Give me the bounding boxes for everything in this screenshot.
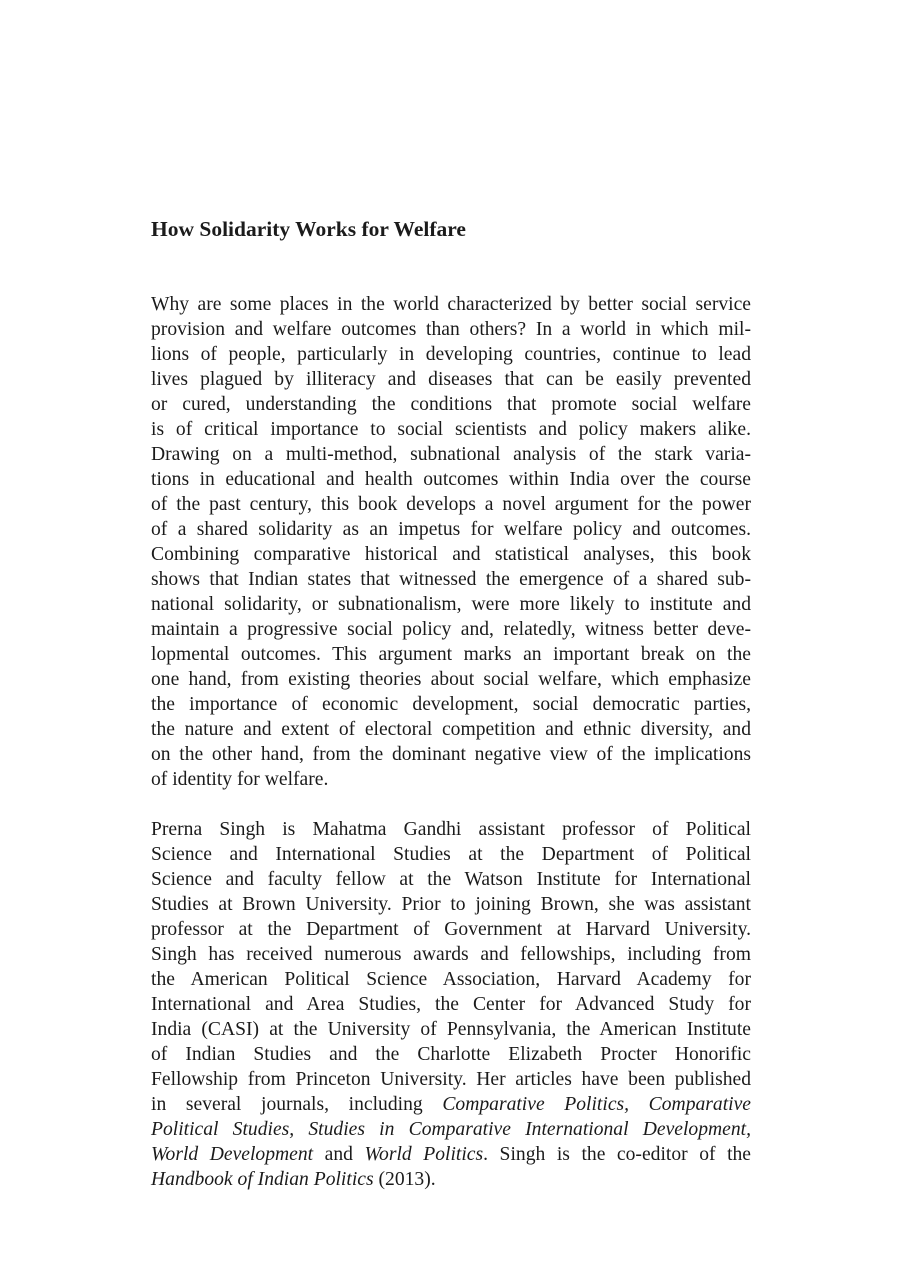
journal-title: Comparative Politics, Comparative xyxy=(442,1094,751,1115)
abstract-line: on the other hand, from the dominant negative view of the implications xyxy=(151,744,751,765)
abstract-line: one hand, from existing theories about social welfare, which emphasize xyxy=(151,669,751,690)
bio-text: and xyxy=(313,1144,365,1165)
abstract-line: of identity for welfare. xyxy=(151,769,329,790)
bio-line: Singh has received numerous awards and fellowships, including from xyxy=(151,944,751,965)
bio-line: Studies at Brown University. Prior to joining Brown, she was assistant xyxy=(151,894,751,915)
bio-line xyxy=(151,1167,751,1192)
bio-line: India (CASI) at the University of Pennsylvania, the American Institute xyxy=(151,1019,751,1040)
book-abstract xyxy=(151,292,751,792)
bio-line: International and Area Studies, the Center for Advanced Study for xyxy=(151,994,751,1015)
abstract-line: or cured, understanding the conditions that promote social welfare xyxy=(151,394,751,415)
abstract-line: of a shared solidarity as an impetus for welfare policy and outcomes. xyxy=(151,519,751,540)
author-bio xyxy=(151,817,751,1192)
bio-line: professor at the Department of Government at Harvard University. xyxy=(151,919,751,940)
book-title: How Solidarity Works for Welfare xyxy=(151,217,466,241)
bio-text: (2013). xyxy=(373,1169,436,1190)
bio-line: Science and faculty fellow at the Watson Institute for International xyxy=(151,869,751,890)
journal-title: Political Studies, Studies in Comparative International Development, xyxy=(151,1119,751,1140)
bio-line: Fellowship from Princeton University. Her articles have been published xyxy=(151,1069,751,1090)
bio-line xyxy=(151,1092,751,1117)
bio-line: the American Political Science Association, Harvard Academy for xyxy=(151,969,751,990)
abstract-line: provision and welfare outcomes than others? In a world in which mil- xyxy=(151,319,751,340)
abstract-line: is of critical importance to social scientists and policy makers alike. xyxy=(151,419,751,440)
bio-line xyxy=(151,1117,751,1142)
bio-line: of Indian Studies and the Charlotte Elizabeth Procter Honorific xyxy=(151,1044,751,1065)
abstract-line: of the past century, this book develops a novel argument for the power xyxy=(151,494,751,515)
bio-text: in several journals, including xyxy=(151,1094,443,1115)
book-title-reference: Handbook of Indian Politics xyxy=(151,1169,374,1190)
bio-text: . Singh is the co-editor of the xyxy=(483,1144,752,1165)
journal-title: World Politics xyxy=(364,1144,484,1165)
abstract-line: Drawing on a multi-method, subnational analysis of the stark varia- xyxy=(151,444,751,465)
abstract-line: the importance of economic development, social democratic parties, xyxy=(151,694,751,715)
bio-line: Prerna Singh is Mahatma Gandhi assistant professor of Political xyxy=(151,819,751,840)
abstract-line: shows that Indian states that witnessed the emergence of a shared sub- xyxy=(151,569,751,590)
abstract-line: lives plagued by illiteracy and diseases that can be easily prevented xyxy=(151,369,751,390)
abstract-line: the nature and extent of electoral competition and ethnic diversity, and xyxy=(151,719,751,740)
abstract-line: lopmental outcomes. This argument marks an important break on the xyxy=(151,644,751,665)
abstract-line: Why are some places in the world characterized by better social service xyxy=(151,294,751,315)
bio-line: Science and International Studies at the Department of Political xyxy=(151,844,751,865)
abstract-line: Combining comparative historical and statistical analyses, this book xyxy=(151,544,751,565)
bio-line xyxy=(151,1142,751,1167)
journal-title: World Development xyxy=(151,1144,314,1165)
abstract-line: maintain a progressive social policy and, relatedly, witness better deve- xyxy=(151,619,751,640)
abstract-line: national solidarity, or subnationalism, were more likely to institute and xyxy=(151,594,751,615)
abstract-line: lions of people, particularly in developing countries, continue to lead xyxy=(151,344,751,365)
abstract-line: tions in educational and health outcomes within India over the course xyxy=(151,469,751,490)
